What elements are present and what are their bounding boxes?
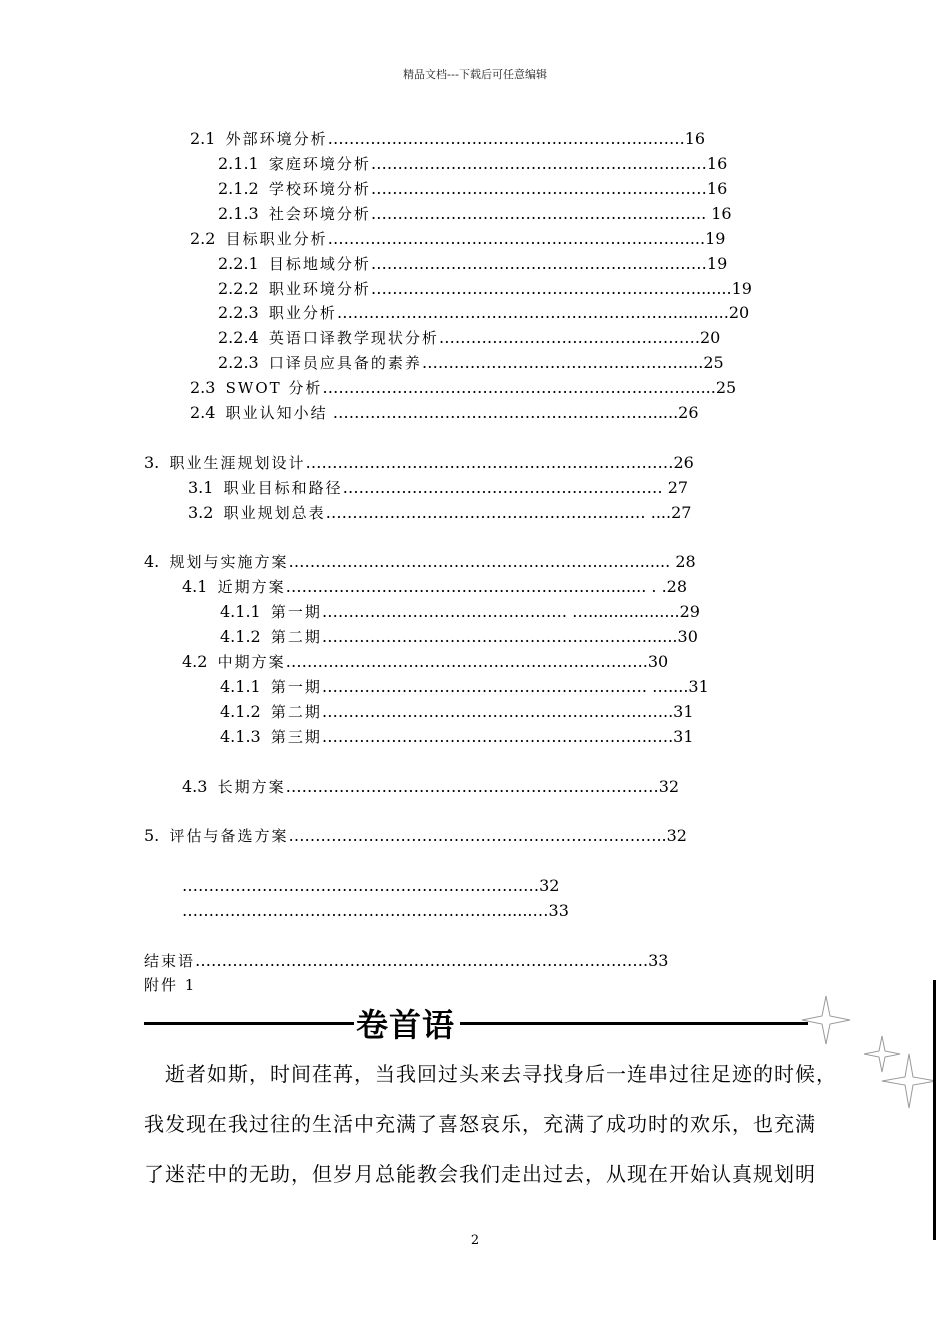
- toc-leader: ……………………………………………………: [370, 279, 691, 298]
- toc-page: ........19: [690, 279, 752, 298]
- toc-page: .16: [679, 129, 706, 148]
- toc-leader: ……………………………………………………: [321, 677, 642, 696]
- toc-entry: [144, 551, 696, 573]
- toc-leader: …………………………………………………………: [327, 129, 680, 148]
- heading-row: [144, 1000, 824, 1048]
- toc-leader: ……………………………………………………: [321, 627, 642, 646]
- toc-entry: [182, 776, 679, 798]
- toc-title: 附件 1: [144, 976, 197, 994]
- toc-number: 3.1: [188, 478, 214, 497]
- toc-leader: ……………………………………………………: [325, 503, 646, 522]
- toc-page: ... 16: [690, 204, 732, 223]
- toc-number: 3.: [144, 453, 160, 472]
- toc-page: ..……....... 28: [592, 552, 696, 571]
- toc-entry: [220, 726, 694, 748]
- toc-leader: …………………………………………: [421, 353, 678, 372]
- toc-entry: [188, 502, 691, 524]
- toc-page: …32: [523, 876, 560, 895]
- right-rule: [460, 1022, 808, 1025]
- toc-page: ..30: [637, 652, 669, 671]
- toc-entry: [220, 601, 700, 623]
- toc-entry: [220, 701, 694, 723]
- toc-number: 4.2: [182, 652, 208, 671]
- toc-leader: ……………………………………………………: [285, 577, 606, 596]
- toc-title: 职业环境分析: [268, 280, 371, 298]
- toc-entry: [218, 203, 732, 225]
- toc-number: 2.1.1: [218, 154, 259, 173]
- toc-title: 学校环境分析: [268, 180, 371, 198]
- toc-page: .....25: [690, 378, 737, 397]
- toc-leader: ………………………………………………………: [370, 154, 707, 173]
- toc-entry: [220, 626, 698, 648]
- toc-entry: [188, 477, 688, 499]
- toc-number: 2.2.4: [218, 328, 259, 347]
- toc-number: 4.: [144, 552, 160, 571]
- toc-page: .33: [643, 951, 669, 970]
- toc-title: 第三期: [270, 728, 322, 746]
- left-rule: [144, 1022, 354, 1025]
- section-heading: 卷首语: [356, 1006, 456, 1044]
- toc-title: 第一期: [270, 678, 322, 696]
- toc-page: .....26: [652, 403, 699, 422]
- toc-leader: …………………………………………………: [288, 552, 593, 571]
- toc-title: 职业分析: [268, 304, 337, 322]
- toc-title: 第二期: [270, 703, 322, 721]
- toc-leader: …………………………………………: [438, 328, 695, 347]
- toc-entry: [218, 352, 724, 374]
- toc-entry: [182, 900, 569, 922]
- toc-leader: ………………………………………………………: [336, 303, 673, 322]
- toc-leader: ……………………………………………………….: [182, 876, 524, 895]
- toc-page: .…32: [637, 777, 680, 796]
- toc-page: 16: [706, 179, 728, 198]
- toc-leader: ……………………………………………………: [321, 727, 642, 746]
- toc-entry: [190, 128, 705, 150]
- toc-entry: [218, 253, 727, 275]
- toc-leader: …………………………………………………………: [285, 652, 638, 671]
- toc-page: ..….31: [641, 727, 694, 746]
- toc-leader: …………………………………………………………………………: [195, 951, 644, 970]
- toc-page: …..32: [640, 826, 687, 845]
- toc-leader: ……………………………………………………: [342, 478, 663, 497]
- toc-page: . …..................29: [561, 602, 700, 621]
- toc-entry: [220, 676, 709, 698]
- toc-number: 4.3: [182, 777, 208, 796]
- toc-title: 第一期: [270, 603, 322, 621]
- page-header: 精品文档---下载后可任意编辑: [403, 68, 547, 81]
- toc-title: 中期方案: [217, 653, 286, 671]
- toc-number: 2.3: [190, 378, 216, 397]
- sparkle-icon: [800, 994, 852, 1046]
- toc-entry: [144, 950, 668, 972]
- toc-number: 2.1: [190, 129, 216, 148]
- toc-page: .......30: [641, 627, 698, 646]
- toc-number: 4.1.1: [220, 677, 261, 696]
- toc-number: 5.: [144, 826, 160, 845]
- toc-number: 4.1.1: [220, 602, 261, 621]
- toc-number: 2.1.3: [218, 204, 259, 223]
- toc-leader: …………………………………………………………: [288, 826, 641, 845]
- toc-page: ...........20: [672, 303, 750, 322]
- toc-entry: [218, 178, 727, 200]
- toc-leader: …………………………………………………………: [327, 229, 680, 248]
- toc-leader: ……………………………………………………………: [322, 378, 691, 397]
- toc-entry: [218, 278, 752, 300]
- toc-entry: [144, 452, 694, 474]
- toc-title: 英语口译教学现状分析: [268, 329, 439, 347]
- toc-page: ....27: [645, 503, 692, 522]
- toc-number: 2.2.3: [218, 303, 259, 322]
- body-line: 我发现在我过往的生活中充满了喜怒哀乐，充满了成功时的欢乐，也充满: [144, 1112, 816, 1136]
- page-number: 2: [470, 1233, 480, 1248]
- toc-number: 4.1.3: [220, 727, 261, 746]
- toc-leader: ……………………………………………………: [327, 403, 653, 422]
- toc-title: 目标地域分析: [268, 255, 371, 273]
- toc-title: 职业目标和路径: [223, 479, 343, 497]
- body-line: 逝者如斯，时间荏苒，当我回过头来去寻找身后一连串过往足迹的时候，: [144, 1062, 837, 1086]
- toc-leader: ……………………………………………………: [370, 204, 691, 223]
- toc-page: 26: [673, 453, 694, 472]
- toc-leader: ………………………………………………………: [370, 254, 707, 273]
- toc-entry: [182, 651, 668, 673]
- toc-number: 2.2.2: [218, 279, 259, 298]
- toc-number: 2.4: [190, 403, 216, 422]
- toc-title: 职业认知小结: [225, 404, 328, 422]
- toc-entry: [218, 153, 727, 175]
- toc-entry: [144, 825, 687, 847]
- toc-title: 职业生涯规划设计: [169, 454, 306, 472]
- body-line: 了迷茫中的无助，但岁月总能教会我们走出过去，从现在开始认真规划明: [144, 1162, 816, 1186]
- toc-title: 评估与备选方案: [169, 827, 289, 845]
- toc-title: 外部环境分析: [225, 130, 328, 148]
- toc-page: 16: [706, 154, 728, 173]
- toc-leader: ……………………………………………………: [182, 901, 502, 920]
- toc-title: 近期方案: [217, 578, 286, 596]
- toc-page: 19: [706, 254, 728, 273]
- toc-entry: [182, 875, 559, 897]
- toc-title: 第二期: [270, 628, 322, 646]
- toc-number: 2.2.1: [218, 254, 259, 273]
- toc-page: 27: [662, 478, 689, 497]
- toc-title: 社会环境分析: [268, 205, 371, 223]
- toc-entry: [218, 302, 749, 324]
- toc-title: 长期方案: [217, 778, 286, 796]
- toc-title: 职业规划总表: [223, 504, 326, 522]
- toc-page: .....25: [677, 353, 724, 372]
- toc-leader: ………………………………………………………: [370, 179, 707, 198]
- sparkle-icon: [880, 1052, 938, 1110]
- toc-number: 2.1.2: [218, 179, 259, 198]
- toc-title: SWOT 分析: [225, 379, 323, 397]
- toc-leader: ……………………………………………………………: [305, 453, 674, 472]
- toc-page: ........ . .28: [605, 577, 688, 596]
- toc-title: 家庭环境分析: [268, 155, 371, 173]
- toc-title: 口译员应具备的素养: [268, 354, 422, 372]
- toc-title: 目标职业分析: [225, 230, 328, 248]
- toc-title: 规划与实施方案: [169, 553, 289, 571]
- toc-entry: [218, 327, 720, 349]
- toc-number: 2.2.3: [218, 353, 259, 372]
- toc-entry: [190, 228, 725, 250]
- toc-page: .20: [694, 328, 721, 347]
- toc-number: 4.1.2: [220, 702, 261, 721]
- toc-page: ......…33: [502, 901, 569, 920]
- margin-rule: [933, 980, 936, 1240]
- toc-page: .....19: [679, 229, 726, 248]
- toc-number: 2.2: [190, 229, 216, 248]
- toc-number: 4.1: [182, 577, 208, 596]
- toc-entry: [190, 402, 699, 424]
- toc-entry: [190, 377, 736, 399]
- toc-page: . …....31: [641, 677, 709, 696]
- toc-title: 结束语: [144, 952, 196, 970]
- toc-entry: [182, 576, 687, 598]
- toc-number: 4.1.2: [220, 627, 261, 646]
- toc-number: 3.2: [188, 503, 214, 522]
- toc-page: ...31: [657, 702, 694, 721]
- toc-leader: ………………………………………: [321, 602, 562, 621]
- toc-leader: …………………………………………………………: [285, 777, 638, 796]
- toc-leader: ………………………………………………………: [321, 702, 658, 721]
- toc-entry: [144, 974, 196, 996]
